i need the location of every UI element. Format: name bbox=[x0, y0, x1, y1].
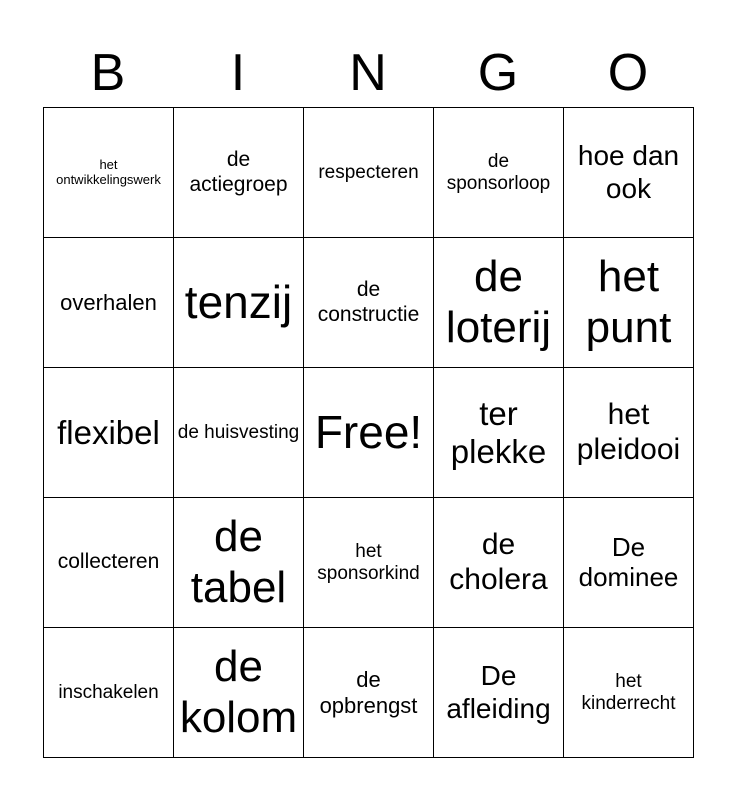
bingo-cell[interactable]: het kinderrecht bbox=[564, 628, 694, 758]
bingo-cell[interactable]: de opbrengst bbox=[304, 628, 434, 758]
bingo-cell[interactable]: de constructie bbox=[304, 238, 434, 368]
header-letter-n: N bbox=[349, 44, 387, 102]
bingo-cell[interactable]: de sponsorloop bbox=[434, 108, 564, 238]
bingo-cell[interactable]: ter plekke bbox=[434, 368, 564, 498]
bingo-header bbox=[43, 40, 693, 106]
bingo-cell[interactable]: respecteren bbox=[304, 108, 434, 238]
board-row bbox=[44, 368, 694, 498]
bingo-cell[interactable]: de loterij bbox=[434, 238, 564, 368]
bingo-cell[interactable]: het pleidooi bbox=[564, 368, 694, 498]
bingo-cell[interactable]: tenzij bbox=[174, 238, 304, 368]
bingo-cell[interactable]: collecteren bbox=[44, 498, 174, 628]
bingo-cell[interactable]: hoe dan ook bbox=[564, 108, 694, 238]
bingo-cell[interactable]: de huisvesting bbox=[174, 368, 304, 498]
bingo-cell[interactable]: de actiegroep bbox=[174, 108, 304, 238]
bingo-cell[interactable]: De dominee bbox=[564, 498, 694, 628]
bingo-cell[interactable]: het ontwikkelingswerk bbox=[44, 108, 174, 238]
bingo-cell[interactable]: flexibel bbox=[44, 368, 174, 498]
bingo-cell[interactable]: de cholera bbox=[434, 498, 564, 628]
board-row bbox=[44, 108, 694, 238]
header-letter-b: B bbox=[90, 44, 126, 102]
header-letter-g: G bbox=[477, 44, 519, 102]
board-row bbox=[44, 238, 694, 368]
bingo-cell[interactable]: het sponsorkind bbox=[304, 498, 434, 628]
bingo-cell[interactable]: de kolom bbox=[174, 628, 304, 758]
board-row bbox=[44, 628, 694, 758]
board-row bbox=[44, 498, 694, 628]
bingo-cell[interactable]: overhalen bbox=[44, 238, 174, 368]
bingo-board bbox=[43, 107, 694, 758]
header-letter-o: O bbox=[607, 44, 649, 102]
bingo-cell[interactable]: De afleiding bbox=[434, 628, 564, 758]
free-space-cell[interactable]: Free! bbox=[304, 368, 434, 498]
bingo-cell[interactable]: inschakelen bbox=[44, 628, 174, 758]
header-letter-i: I bbox=[230, 44, 246, 102]
bingo-cell[interactable]: de tabel bbox=[174, 498, 304, 628]
bingo-cell[interactable]: het punt bbox=[564, 238, 694, 368]
